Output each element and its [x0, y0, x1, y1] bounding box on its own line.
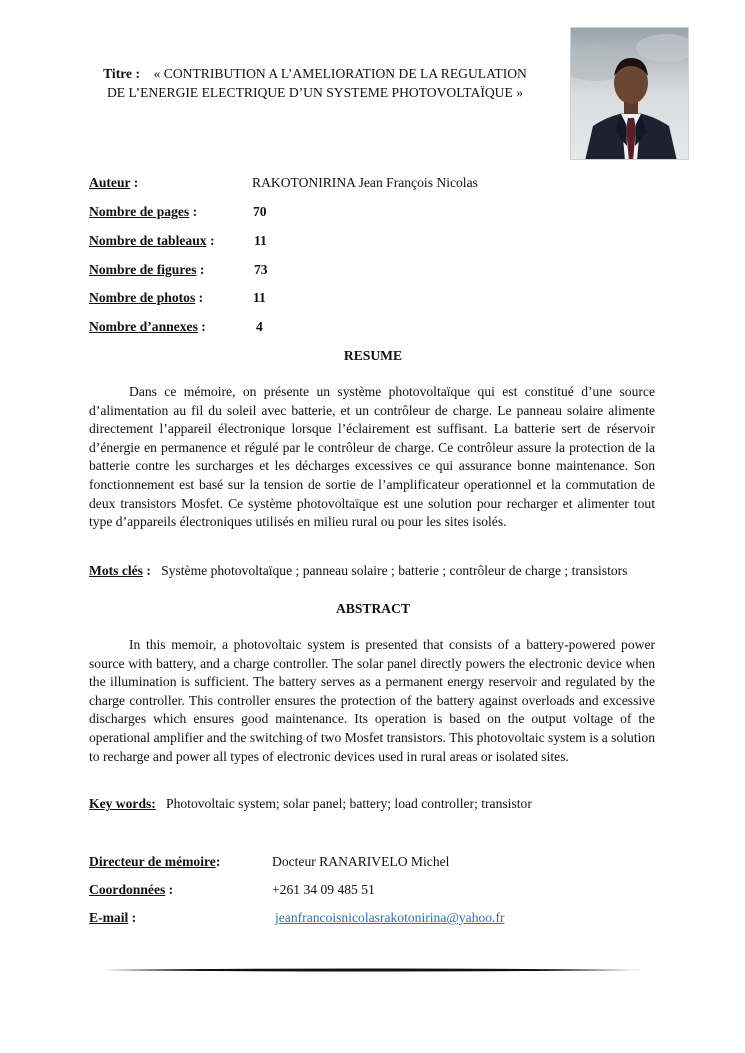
keywords-text: Système photovoltaïque ; panneau solaire ; batterie ; contrôleur de charge ; transistors: [161, 563, 628, 578]
email-row: [89, 909, 136, 928]
info-separator: :: [189, 204, 198, 219]
director-row: [89, 853, 220, 872]
info-row-photos: [89, 289, 203, 308]
info-value-annexes: 4: [256, 319, 263, 334]
info-value-pages: 70: [253, 204, 267, 219]
info-row-figures: [89, 261, 204, 280]
keywords-label: Key words:: [89, 796, 156, 811]
resume-text: Dans ce mémoire, on présente un système photovoltaïque qui est constitué d’une source d’alimentation au fil du soleil avec batterie, et un contrôleur de charge. Le panneau solaire alimente directement l’appareil électronique lorsque l’éclairement est suffisant. La batterie sert de réservoir d’énergie en permanence et régulé par le contrôleur de charge. Ce contrôleur assure la protection de la batterie contre les surcharges et les décharges excessives ce qui assurance bonne maintenance. Son fonctionnement est basé sur la tension de sortie de l’amplificateur operationnel et la commutation de deux transistors Mosfet. Ce système photovoltaïque est une solution pour recharger et alimenter tout type d’appareils électroniques utilisés en milieu rural ou pour les sites isolés.: [89, 384, 655, 530]
director-name: Docteur RANARIVELO Michel: [272, 854, 450, 869]
title-label: Titre :: [103, 66, 140, 81]
keywords-label: Mots clés: [89, 563, 143, 578]
info-separator: :: [206, 233, 215, 248]
info-row-tables: [89, 232, 215, 251]
email-separator: :: [128, 910, 137, 925]
info-value-tables: 11: [254, 233, 267, 248]
info-separator: :: [196, 262, 205, 277]
info-separator: :: [195, 290, 204, 305]
info-value-figures: 73: [254, 262, 268, 277]
info-row-annexes: [89, 318, 206, 337]
info-value-author: RAKOTONIRINA Jean François Nicolas: [252, 175, 478, 190]
info-label: Nombre de photos: [89, 290, 196, 305]
info-value-photos: 11: [253, 290, 266, 305]
info-label: Nombre d’annexes: [89, 319, 198, 334]
info-row-pages: [89, 203, 197, 222]
abstract-text: In this memoir, a photovoltaic system is presented that consists of a battery-powered power source with battery, and a charge controller. The solar panel directly powers the electronic device when the illumination is sufficient. The battery serves as a permanent energy reservoir and regulated by the charge controller. This controller ensures the protection of the battery against overloads and excessive discharges which ensures good maintenance. Its operation is based on the output voltage of the operational amplifier and the switching of two Mosfet transistors. This photovoltaic system is a solution to recharge and power all types of electronic devices used in rural areas or isolated sites.: [89, 637, 655, 764]
info-label: Nombre de figures: [89, 262, 197, 277]
decorative-divider: [103, 967, 641, 973]
coordinates-label: Coordonnées: [89, 882, 166, 897]
abstract-keywords: [89, 795, 655, 814]
info-label: Nombre de tableaux: [89, 233, 207, 248]
coordinates-separator: :: [165, 882, 174, 897]
director-label: Directeur de mémoire: [89, 854, 216, 869]
author-portrait-icon: [570, 27, 689, 160]
abstract-heading: ABSTRACT: [335, 601, 411, 616]
info-row-author: [89, 174, 138, 193]
keywords-separator: :: [142, 563, 151, 578]
thesis-title: [95, 65, 535, 102]
coordinates-row: [89, 881, 173, 900]
resume-keywords: [89, 562, 655, 581]
title-text: « CONTRIBUTION A L’AMELIORATION DE LA REGULATION DE L’ENERGIE ELECTRIQUE D’UN SYSTEME PHOTOVOLTAÏQUE »: [106, 66, 527, 100]
phone-number: +261 34 09 485 51: [272, 882, 375, 897]
email-label: E-mail: [89, 910, 129, 925]
info-label: Auteur: [89, 175, 131, 190]
keywords-text: Photovoltaic system; solar panel; battery; load controller; transistor: [166, 796, 532, 811]
info-label: Nombre de pages: [89, 204, 190, 219]
director-separator: :: [215, 854, 221, 869]
email-link[interactable]: jeanfrancoisnicolasrakotonirina@yahoo.fr: [275, 910, 505, 925]
info-separator: :: [130, 175, 139, 190]
resume-heading: RESUME: [343, 348, 403, 363]
info-separator: :: [197, 319, 206, 334]
